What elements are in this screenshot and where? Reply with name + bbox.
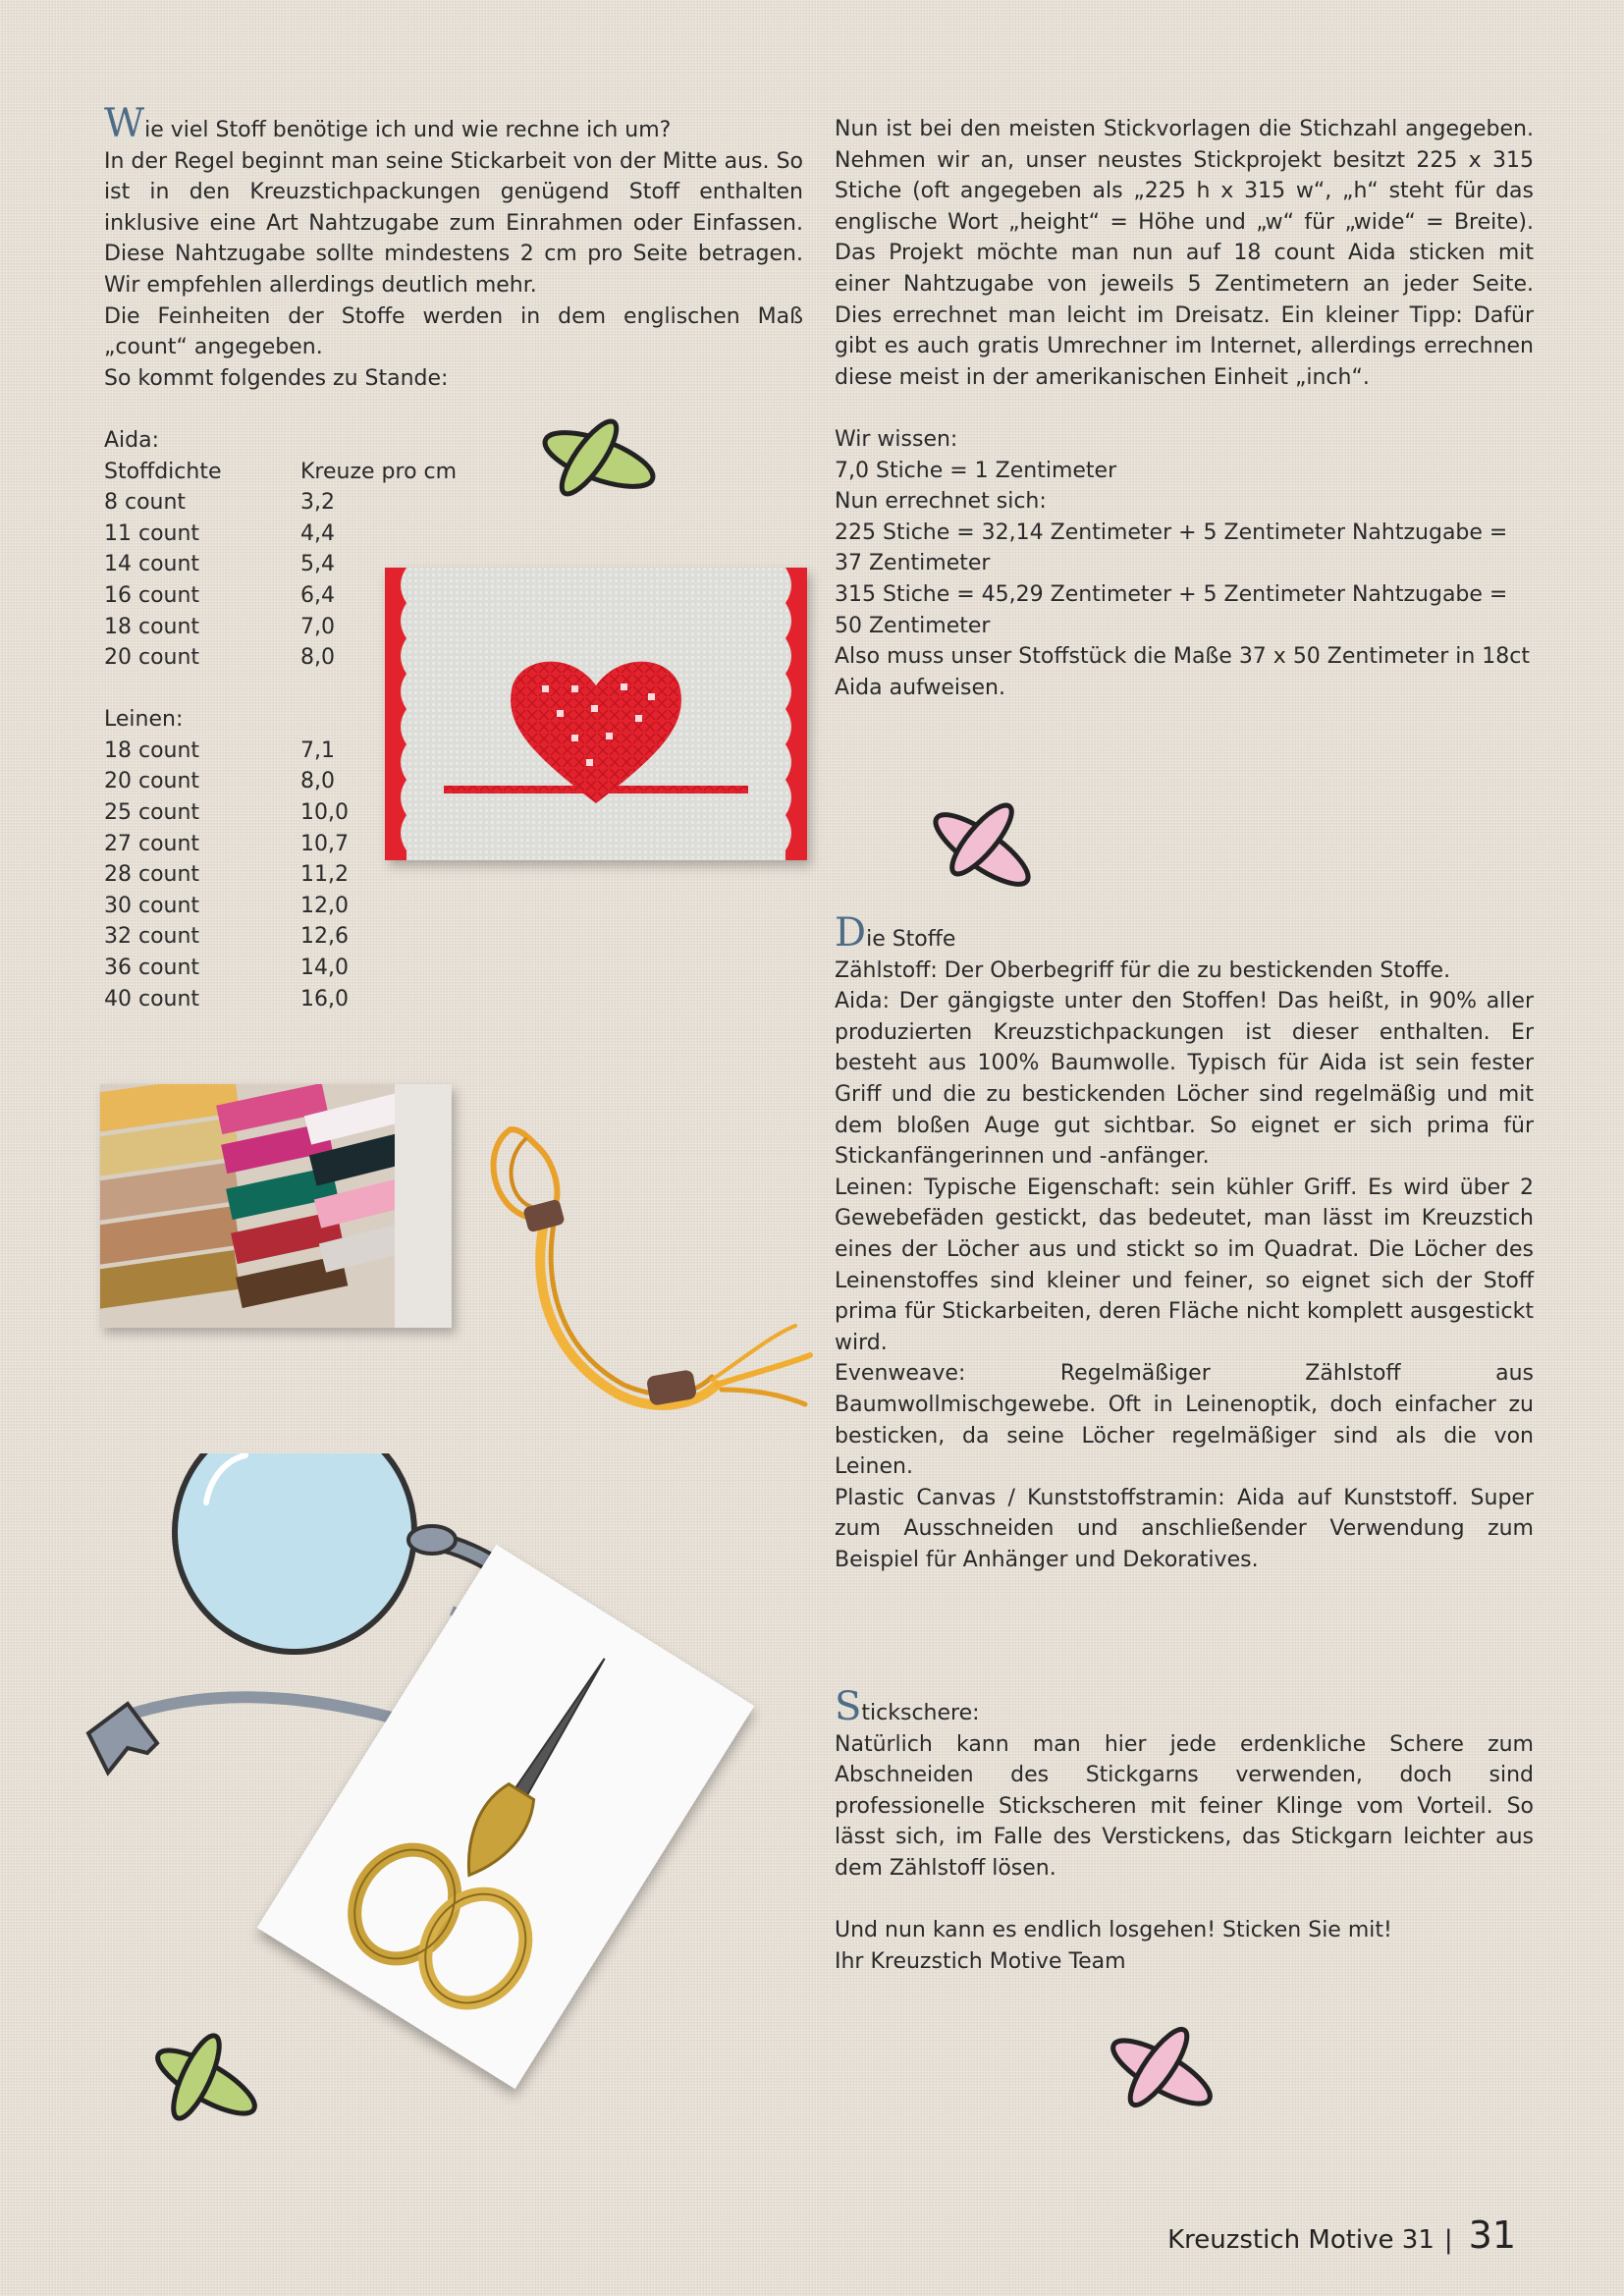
table-row: 28 count 11,2 — [104, 862, 349, 888]
calc-conclusion: Also muss unser Stoffstück die Maße 37 x 50 Zentimeter in 18ct Aida aufweisen. — [835, 644, 1531, 700]
table-row: 18 count 7,0 — [104, 614, 335, 639]
calc-intro-paragraph: Nun ist bei den meisten Stickvorlagen die Stichzahl angegeben. Nehmen wir an, unser neustes Stickprojekt besitzt 225 x 315 Stiche (oft angegeben als „225 h x 315 w“, „h“ steht für das englische Wort „height“ = Höhe und „w“ für „wide“ = Breite). Das Projekt möchte man nun auf 18 count Aida sticken mit einer Nahtzugabe von jeweils 5 Zentimetern an jeder Seite. Dies errechnet man leicht im Dreisatz. Ein kleiner Tipp: Dafür gibt es auch gratis Umrechner im Internet, allerdings errechnen diese meist in der amerikanischen Einheit „inch“. — [835, 117, 1534, 390]
green-cross-decoration — [530, 410, 668, 509]
zaehlstoff-paragraph: Zählstoff: Der Oberbegriff für die zu bestickenden Stoffe. — [835, 957, 1451, 983]
aida-paragraph: Aida: Der gängigste unter den Stoffen! Das heißt, in 90% aller produzierten Kreuzstichpackungen ist dieser enthalten. Er besteht aus 100% Baumwolle. Typisch für Aida ist sein fester Griff und die zu bestickenden Löcher sind regelmäßig und mit dem bloßen Auge gut sichtbar. So eignet er sich prima für Stickanfängerinnen und -anfänger. — [835, 989, 1534, 1170]
pink-cross-decoration-bottom — [1098, 2013, 1225, 2131]
table-row: 30 count 12,0 — [104, 893, 349, 918]
table-row: 18 count 7,1 — [104, 738, 335, 763]
stickschere-paragraph: Natürlich kann man hier jede erdenkliche Schere zum Abschneiden des Stickgarns verwenden, doch sind professionelle Stickscheren mit feiner Klinge vom Vorteil. So lässt sich, im Falle des Verstickens, das Stickgarn leichter aus dem Zählstoff lösen. — [835, 1731, 1534, 1881]
calc-line: 50 Zentimeter — [835, 613, 991, 638]
magazine-title: Kreuzstich Motive 31 — [1167, 2225, 1435, 2255]
section-heading-stoffe: Die Stoffe — [835, 910, 956, 956]
table-row: 20 count 8,0 — [104, 645, 335, 671]
evenweave-paragraph: Evenweave: Regelmäßiger Zählstoff aus Baumwollmischgewebe. Oft in Leinenoptik, doch einfacher zu besticken, da seine Löcher regelmäßiger sind als die von Leinen. — [835, 1361, 1534, 1480]
thread-bobbins-photo — [100, 1084, 452, 1328]
stoffe-section — [835, 910, 1534, 1575]
signature: Ihr Kreuzstich Motive Team — [835, 1948, 1126, 1974]
aida-label: Aida: — [104, 427, 160, 453]
leinen-label: Leinen: — [104, 707, 184, 733]
so-kommt-line: So kommt folgendes zu Stande: — [104, 365, 449, 391]
heart-photo-graphic — [385, 568, 807, 860]
heart-cross-stitch-photo — [385, 568, 807, 860]
closing-line: Und nun kann es endlich losgehen! Sticken Sie mit! — [835, 1918, 1392, 1943]
page-number: 31 — [1468, 2214, 1516, 2257]
table-row: 16 count 6,4 — [104, 582, 335, 608]
calc-line: 37 Zentimeter — [835, 551, 991, 576]
dropcap: W — [104, 101, 145, 146]
table-row: 20 count 8,0 — [104, 769, 335, 794]
table-row: 25 count 10,0 — [104, 800, 349, 826]
intro-paragraph: In der Regel beginnt man seine Stickarbeit von der Mitte aus. So ist in den Kreuzstichpackungen genügend Stoff enthalten inklusive eine Art Nahtzugabe zum Einrahmen oder Einfassen. Diese Nahtzugabe sollte mindestens 2 cm pro Seite betragen. Wir empfehlen allerdings deutlich mehr. — [104, 148, 803, 298]
section-heading-fabric-amount: Wie viel Stoff benötige ich und wie rechne ich um? — [104, 101, 672, 146]
page-footer — [1167, 2214, 1516, 2257]
table-row: 8 count 3,2 — [104, 490, 335, 516]
calc-line: Nun errechnet sich: — [835, 489, 1047, 515]
pink-cross-decoration — [918, 791, 1046, 899]
table-row: 36 count 14,0 — [104, 956, 349, 981]
plastic-canvas-paragraph: Plastic Canvas / Kunststoffstramin: Aida auf Kunststoff. Super zum Ausschneiden und anschließender Verwendung zum Beispiel für Anhänger und Dekoratives. — [835, 1485, 1534, 1572]
count-note: Die Feinheiten der Stoffe werden in dem englischen Maß „count“ angegeben. — [104, 303, 803, 360]
table-header-row: Stoffdichte Kreuze pro cm — [104, 459, 458, 484]
leinen-paragraph: Leinen: Typische Eigenschaft: sein kühler Griff. Es wird über 2 Gewebefäden gestickt, das bedeutet, man lässt im Kreuzstich eines der Löcher aus und stickt so im Quadrat. Die Löcher des Leinenstoffes sind kleiner und feiner, so eignet sich der Stoff prima für Stickarbeiten, deren Fläche nicht komplett ausgestickt wird. — [835, 1175, 1534, 1355]
calc-line: 225 Stiche = 32,14 Zentimeter + 5 Zentimeter Nahtzugabe = — [835, 519, 1508, 545]
green-cross-decoration-bottom — [142, 2023, 270, 2141]
calc-line: 315 Stiche = 45,29 Zentimeter + 5 Zentimeter Nahtzugabe = — [835, 581, 1508, 607]
calc-line: Wir wissen: — [835, 426, 958, 452]
stickschere-section — [835, 1684, 1534, 1977]
right-column — [835, 114, 1534, 703]
footer-separator: | — [1443, 2225, 1453, 2255]
table-row: 40 count 16,0 — [104, 986, 349, 1011]
left-column — [104, 101, 803, 1014]
section-heading-stickschere: Stickschere: — [835, 1684, 980, 1729]
table-row: 14 count 5,4 — [104, 552, 335, 577]
calc-line: 7,0 Stiche = 1 Zentimeter — [835, 458, 1117, 483]
leinen-count-table — [104, 736, 349, 1014]
bobbins-graphic — [100, 1084, 452, 1328]
table-row: 11 count 4,4 — [104, 520, 335, 546]
table-row: 27 count 10,7 — [104, 831, 349, 856]
yarn-skein-illustration — [471, 1110, 825, 1463]
table-row: 32 count 12,6 — [104, 924, 349, 950]
